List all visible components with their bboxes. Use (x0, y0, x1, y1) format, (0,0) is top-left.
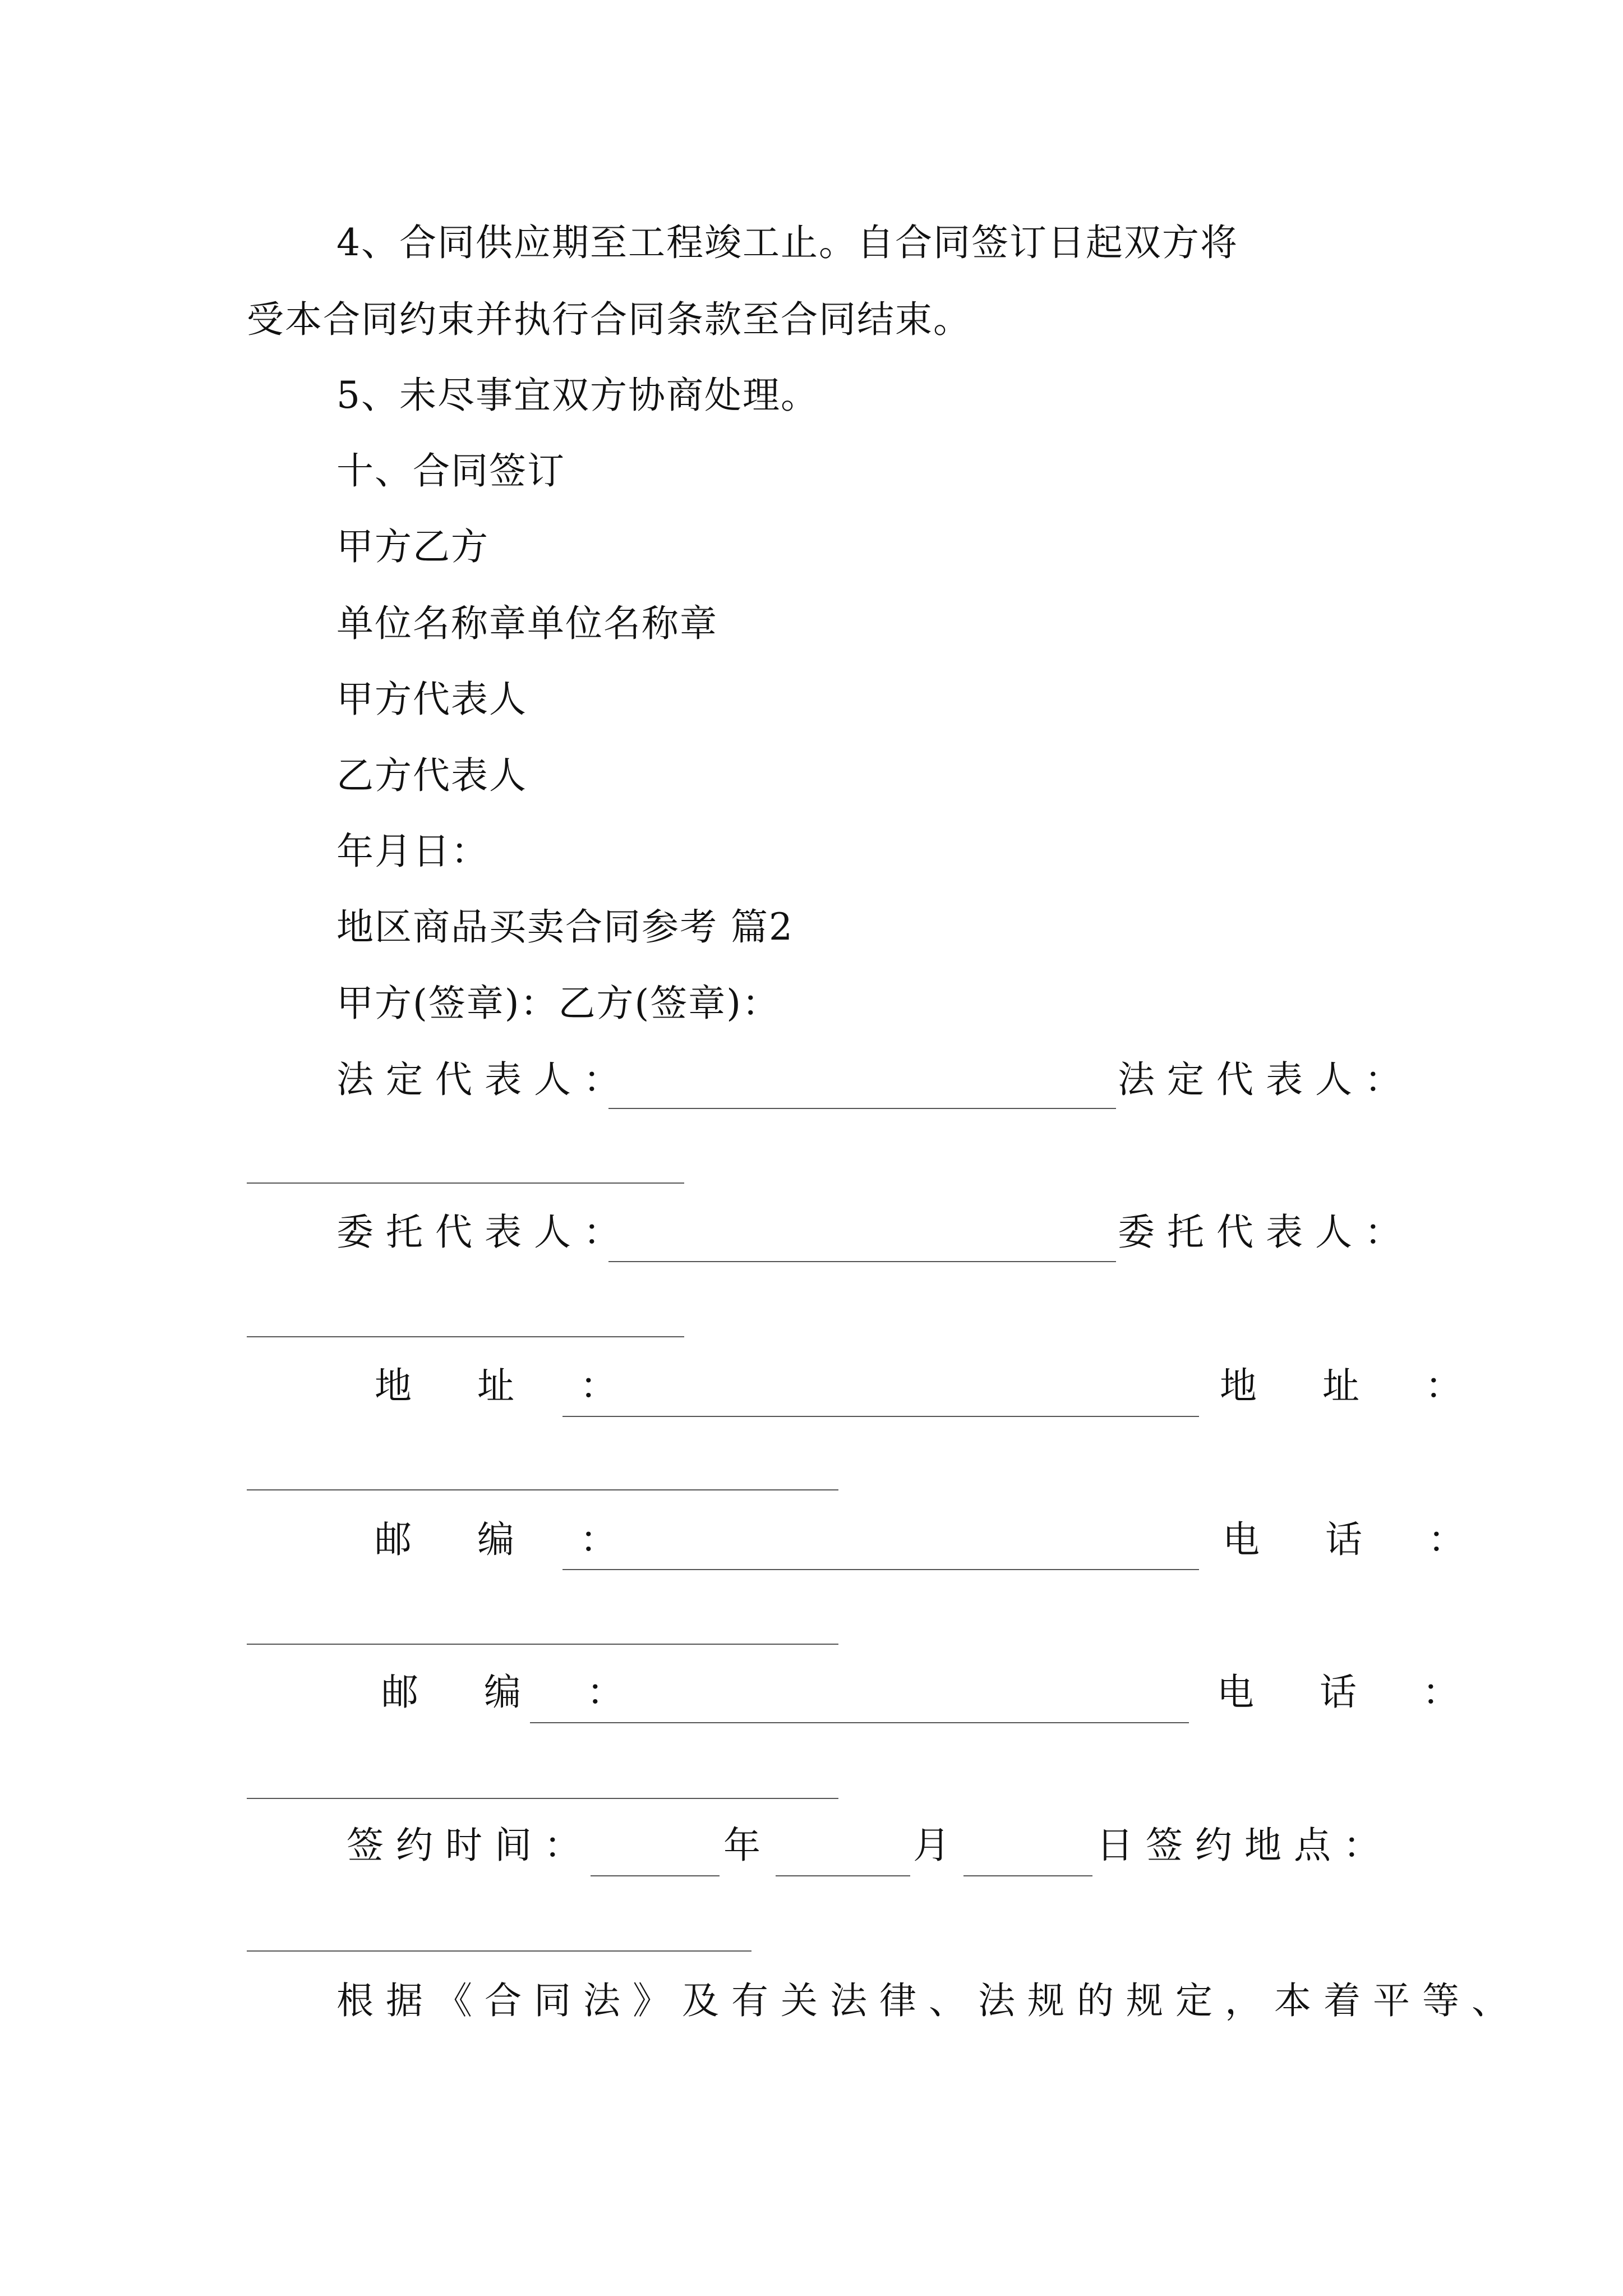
postcode-left-label: 邮 编 ： (375, 1518, 644, 1561)
address-right-label: 地 址 ： (1220, 1364, 1489, 1407)
sign-day-place-label: 日签约地点： (1096, 1824, 1393, 1867)
phone-right-label: 电 话 ： (1223, 1518, 1492, 1561)
entrusted-rep-left-blank (608, 1261, 1116, 1262)
sign-month-blank (776, 1875, 910, 1876)
signature-line: 甲方(签章)：乙方(签章)： (336, 982, 780, 1025)
clause-5: 5、未尽事宜双方协商处理。 (336, 374, 819, 417)
address-left-blank (562, 1416, 1199, 1417)
legal-rep-right-label: 法定代表人： (1118, 1058, 1414, 1101)
postcode-left-blank (562, 1569, 1199, 1570)
legal-rep-left-label: 法定代表人： (336, 1058, 633, 1101)
address-right-blank (247, 1489, 838, 1490)
party-a-rep: 甲方代表人 (336, 678, 527, 721)
party-b-rep: 乙方代表人 (336, 754, 527, 797)
sign-place-blank (247, 1950, 751, 1952)
section-10-heading: 十、合同签订 (336, 449, 565, 493)
phone-right-blank-2 (247, 1798, 838, 1799)
party-a-b: 甲方乙方 (336, 525, 489, 568)
sign-year-blank (591, 1875, 720, 1876)
postcode-left-blank-2 (530, 1722, 1189, 1723)
postcode-left-label-2: 邮 编 ： (381, 1671, 651, 1714)
sign-year-label: 年 (723, 1824, 762, 1867)
phone-right-label-2: 电 话 ： (1217, 1671, 1486, 1714)
section-2-heading: 地区商品买卖合同参考 篇2 (336, 905, 794, 949)
closing-line: 根据《合同法》及有关法律、法规的规定，本着平等、 (336, 1979, 1521, 2022)
sign-time-label: 签约时间： (347, 1824, 593, 1867)
legal-rep-left-blank (608, 1108, 1116, 1109)
entrusted-rep-left-label: 委托代表人： (336, 1211, 633, 1254)
entrusted-rep-right-blank (247, 1336, 684, 1337)
phone-right-blank (247, 1644, 838, 1645)
date-line: 年月日： (336, 830, 489, 873)
legal-rep-right-blank (247, 1182, 684, 1184)
sign-day-blank (963, 1875, 1092, 1876)
clause-4-line-2: 受本合同约束并执行合同条款至合同结束。 (247, 298, 971, 341)
entrusted-rep-right-label: 委托代表人： (1118, 1211, 1414, 1254)
clause-4-line-1: 4、合同供应期至工程竣工止。自合同签订日起双方将 (336, 221, 1238, 264)
address-left-label: 地 址 ： (375, 1364, 644, 1407)
unit-seal-line: 单位名称章单位名称章 (336, 602, 718, 645)
sign-month-label: 月 (913, 1824, 951, 1867)
